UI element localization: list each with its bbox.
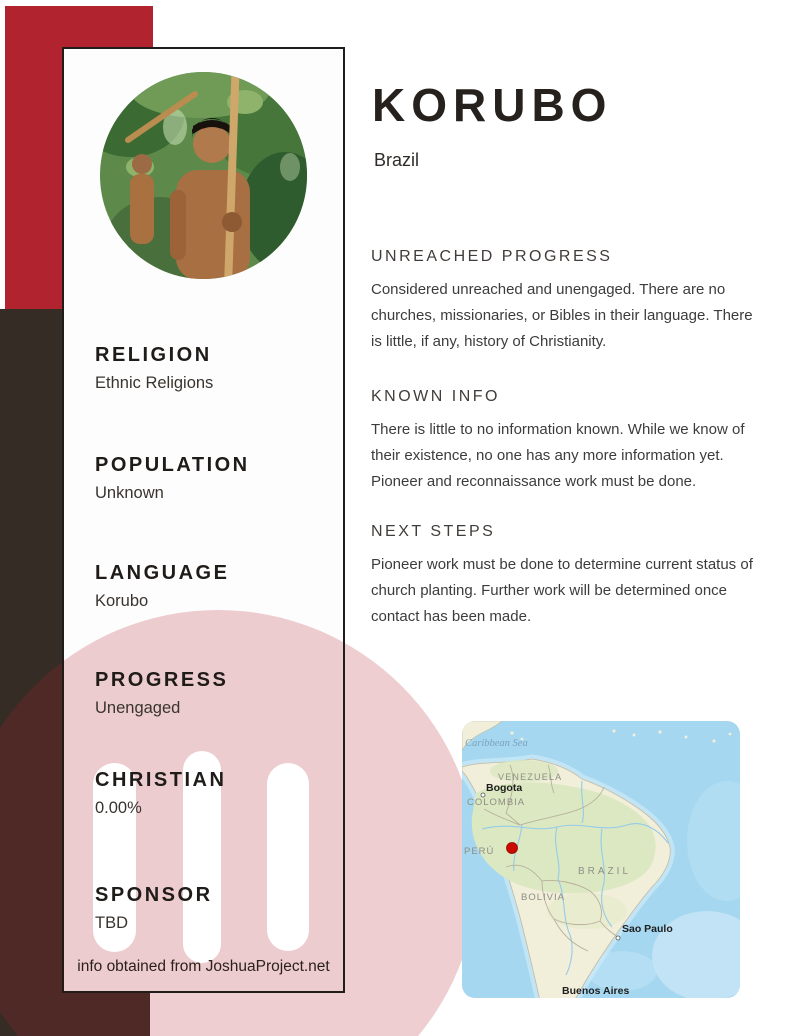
map-label-buenos-aires: Buenos Aires: [562, 985, 630, 997]
map-label-peru: PERÚ: [464, 846, 495, 857]
field-value: TBD: [95, 914, 128, 932]
country-subtitle: Brazil: [374, 150, 420, 170]
field-sponsor: [95, 885, 213, 934]
field-value: 0.00%: [95, 799, 142, 817]
map-label-sao-paulo: Sao Paulo: [622, 923, 673, 935]
section-body: There is little to no information known. While we know of their existence, no one has any more information yet. Pioneer and reconnaissance work must be done.: [371, 421, 745, 490]
map-illustration: [462, 721, 740, 998]
decorative-pillar: [267, 763, 309, 951]
field-label: POPULATION: [95, 454, 250, 476]
people-group-photo: [100, 72, 307, 279]
field-religion: [95, 345, 213, 394]
section-heading: KNOWN INFO: [371, 388, 500, 405]
field-value: Ethnic Religions: [95, 374, 214, 392]
field-language: [95, 563, 229, 612]
map-label-venezuela: VENEZUELA: [498, 772, 563, 782]
field-label: PROGRESS: [95, 669, 229, 691]
field-christian: [95, 770, 226, 819]
map-label-colombia: COLOMBIA: [467, 797, 526, 808]
section-body: Considered unreached and unengaged. There are no churches, missionaries, or Bibles in their language. There is little, if any, history of Christianity.: [371, 281, 753, 350]
location-marker-dot: [507, 843, 518, 854]
map-label-bolivia: BOLIVIA: [521, 892, 565, 903]
source-credit: info obtained from JoshuaProject.net: [77, 958, 330, 975]
field-value: Unknown: [95, 484, 164, 502]
south-america-map: [462, 721, 740, 998]
field-label: SPONSOR: [95, 884, 213, 906]
field-value: Korubo: [95, 592, 149, 610]
field-value: Unengaged: [95, 699, 181, 717]
city-marker-sao-paulo: [616, 936, 620, 940]
field-label: RELIGION: [95, 344, 212, 366]
section-heading: NEXT STEPS: [371, 523, 496, 540]
map-label-brazil: BRAZIL: [578, 866, 632, 877]
field-label: CHRISTIAN: [95, 769, 227, 791]
field-label: LANGUAGE: [95, 562, 230, 584]
field-population: [95, 455, 250, 504]
map-label-caribbean-sea: Caribbean Sea: [465, 738, 528, 749]
field-progress: [95, 670, 228, 719]
section-known-info: [371, 388, 763, 495]
map-label-bogota: Bogota: [486, 782, 523, 794]
section-next-steps: [371, 523, 763, 630]
page-title: KORUBO: [372, 79, 613, 131]
photo-illustration: [100, 72, 307, 279]
section-body: Pioneer work must be done to determine current status of church planting. Further work will be determined once contact has been made.: [371, 556, 753, 625]
section-heading: UNREACHED PROGRESS: [371, 248, 613, 265]
section-unreached-progress: [371, 248, 763, 355]
